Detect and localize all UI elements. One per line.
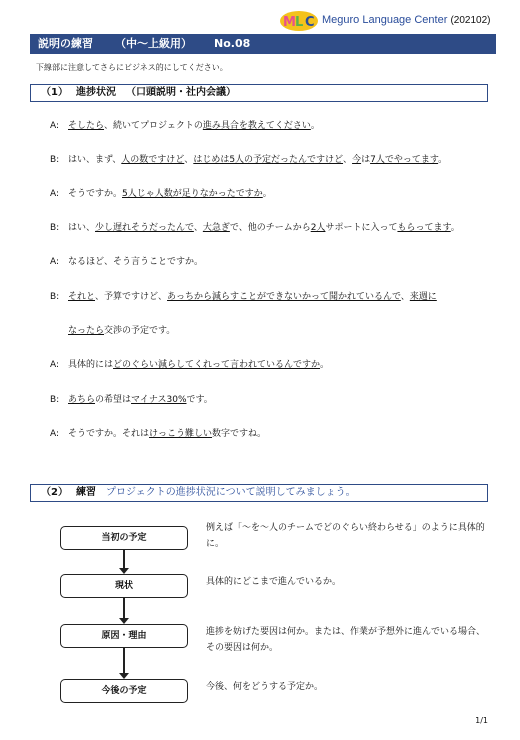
dialogue-line [50,289,437,302]
dialogue-text: 、予算ですけど、 [95,292,168,302]
title-level: （中～上級用） [115,37,192,50]
underlined-phrase: けっこう難しい [149,429,213,439]
underlined-phrase: あっちから [167,292,212,302]
dialogue-text: 数字ですね。 [212,429,267,439]
flow-step-description: 進捗を妨げた要因は何か。または、作業が予想外に進んでいる場合、その要因は何か。 [206,627,486,653]
instruction-text: 下線部に注意してさらにビジネス的にしてください。 [36,63,228,72]
dialogue-text: で、他のチームから [229,223,311,233]
dialogue-text: は [361,155,371,165]
speaker-label: A: [50,257,60,267]
dialogue-text: 。 [320,360,330,370]
dialogue-text: の希望は [95,395,132,405]
svg-text:M: M [283,15,296,30]
underlined-phrase: 7人でやってます [370,155,439,165]
dialogue-text: そうですか。それは [68,429,150,439]
dialogue-text: 。 [310,121,320,131]
flow-arrow-line [123,598,125,618]
speaker-label: A: [50,429,60,439]
flow-arrow-line [123,550,125,568]
flow-step-description: 具体的にどこまで進んでいるか。 [206,577,342,587]
dialogue-line [50,357,329,370]
brand-text: Meguro Language Center [322,14,448,26]
speaker-label: A: [50,189,60,199]
underlined-phrase: そしたら [68,121,105,131]
section-1-subtitle: （口頭説明・社内会議） [125,87,236,98]
section-2-subtitle: プロジェクトの進捗状況について説明してみましょう。 [105,487,356,498]
flow-step-box: 原因・理由 [60,624,188,648]
underlined-phrase: 進み具合を教えてください [202,121,311,131]
dialogue-text: はい、 [68,223,96,233]
flow-arrow-line [123,648,125,673]
underlined-phrase: 5人じゃ人数が足りなかったですか [122,189,263,199]
title-bar [30,34,496,54]
section-1-header [30,84,488,102]
dialogue-text: 、続いてプロジェクトの [104,121,203,131]
underlined-phrase: 2人 [310,223,326,233]
dialogue-line [50,426,266,439]
speaker-label: B: [50,292,60,302]
dialogue-text: 交渉の予定です。 [104,326,176,336]
underlined-phrase: それと [68,292,96,302]
dialogue-line [50,220,460,233]
underlined-phrase: 大急ぎ [202,223,230,233]
document-code: (202102) [450,15,491,26]
dialogue-text: 。 [438,155,448,165]
dialogue-text: なるほど、そう言うことですか。 [68,257,204,267]
speaker-label: A: [50,121,60,131]
dialogue-line [50,254,203,267]
dialogue-text: 。 [450,223,460,233]
flow-step-box: 現状 [60,574,188,598]
flow-step-box: 今後の予定 [60,679,188,703]
flow-step-description: 例えば「～を～人のチームでどのぐらい終わらせる」のように具体的に。 [206,523,485,549]
underlined-phrase: なったら [68,326,105,336]
flow-step-box: 当初の予定 [60,526,188,550]
section-1-number: （1） [41,87,68,98]
underlined-phrase: マイナス30% [131,395,187,405]
flow-step-description: 今後、何をどうする予定か。 [206,682,324,692]
speaker-label: B: [50,155,60,165]
page-number: 1/1 [475,716,488,725]
section-2-number: （2） [41,487,68,498]
dialogue-text: です。 [186,395,213,405]
speaker-label: A: [50,360,60,370]
underlined-phrase: あちら [68,395,96,405]
dialogue-line [68,323,175,336]
dialogue-line [50,118,320,131]
dialogue-text: 、 [343,155,353,165]
underlined-phrase: 減らすことができないかって聞かれているんで [211,292,401,302]
speaker-label: B: [50,395,60,405]
underlined-phrase: 少し遅れそうだったんで [95,223,194,233]
speaker-label: B: [50,223,60,233]
underlined-phrase: はじめは5人の予定だったんですけど [193,155,344,165]
dialogue-text: サポートに入って [325,223,398,233]
dialogue-text: 具体的には [68,360,114,370]
svg-text:L: L [295,15,304,30]
section-2-title: 練習 [75,487,96,498]
dialogue-line [50,152,447,165]
underlined-phrase: 来週に [409,292,437,302]
dialogue-line [50,186,272,199]
underlined-phrase: どのぐらい減らしてくれって言われているんですか [113,360,321,370]
section-1-title: 進捗状況 [75,87,116,98]
dialogue-text: そうですか。 [68,189,123,199]
mlc-logo [279,10,319,32]
section-2-header [30,484,488,502]
title-number: No.08 [214,37,251,50]
brand-name [322,14,490,26]
dialogue-text: 、 [193,223,203,233]
dialogue-text: 、 [400,292,410,302]
dialogue-text: 、 [184,155,194,165]
dialogue-text: 。 [262,189,272,199]
dialogue-text: はい、まず、 [68,155,122,165]
svg-text:C: C [305,15,315,30]
dialogue-line [50,392,213,405]
underlined-phrase: もらってます [397,223,451,233]
underlined-phrase: 今 [352,155,362,165]
title-label: 説明の練習 [38,37,93,50]
underlined-phrase: 人の数ですけど [121,155,185,165]
